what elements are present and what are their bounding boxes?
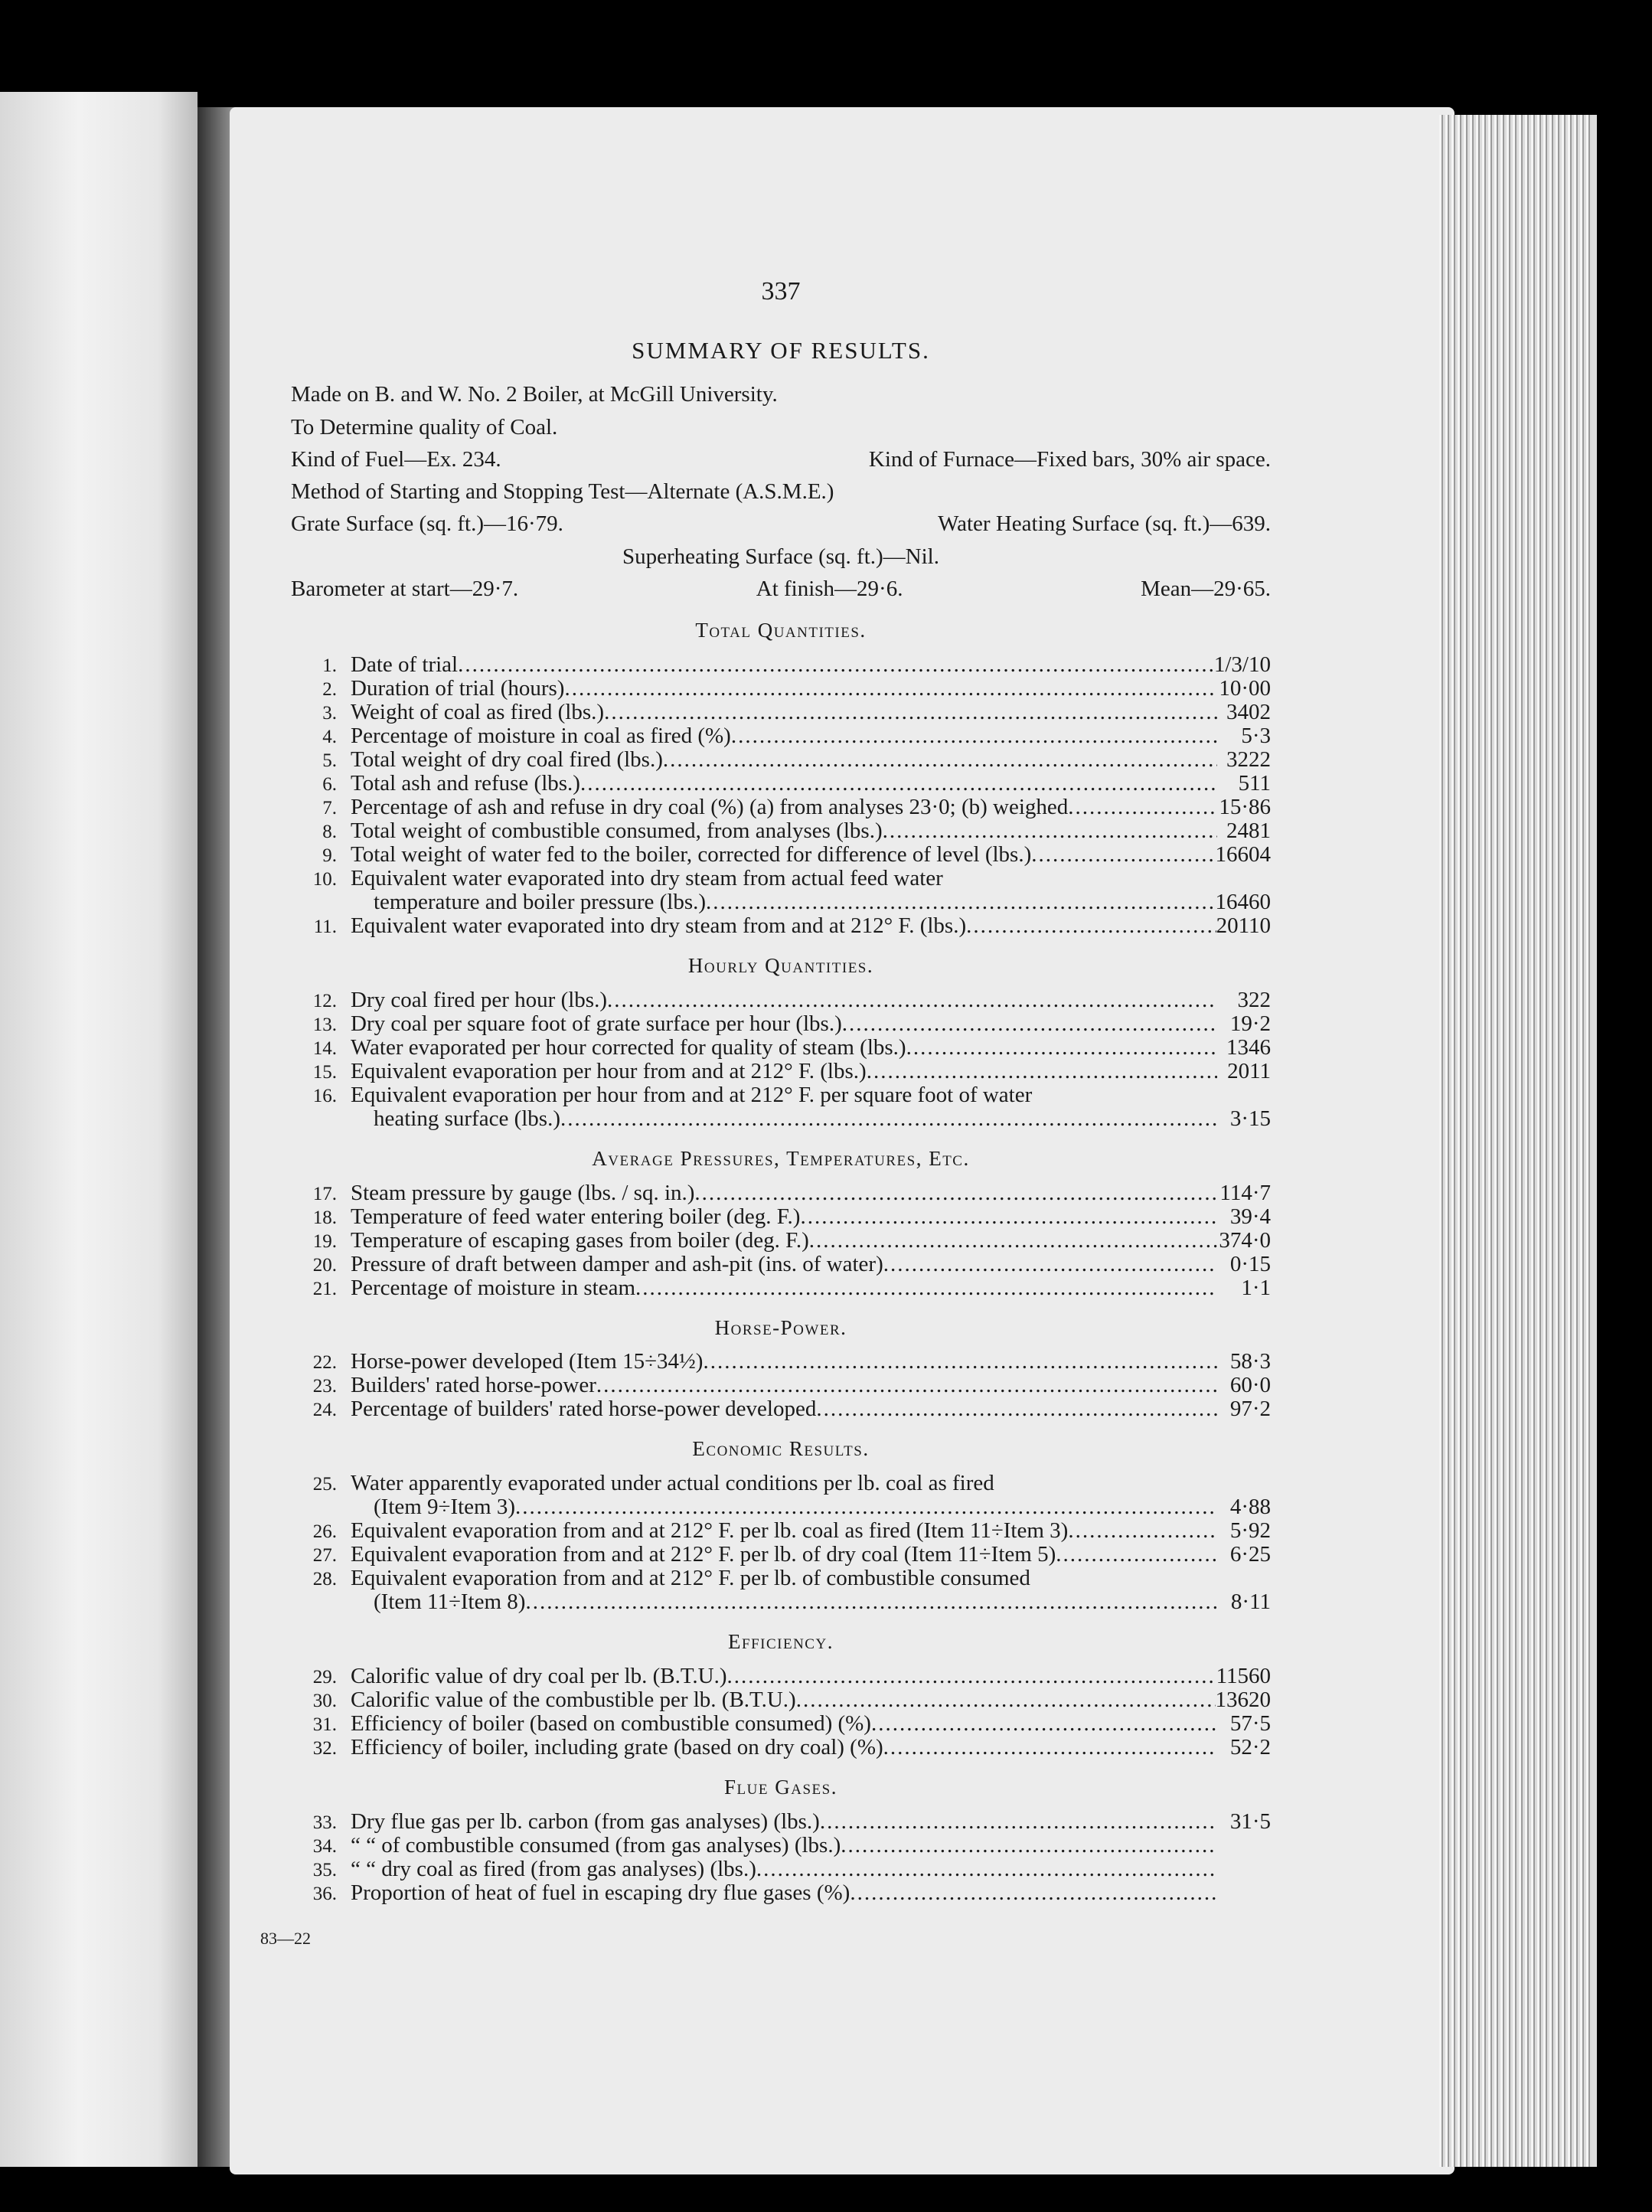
item-label: Percentage of ash and refuse in dry coal (%) (a) from analyses 23·0; (b) weighed: [351, 794, 1069, 819]
leader-dots: [694, 1181, 1217, 1205]
item-value: 4·88: [1229, 1495, 1271, 1520]
item-label: Equivalent evaporation per hour from and at 212° F. per square foot of water: [351, 1082, 1033, 1107]
page-content: [260, 276, 1271, 1949]
leader-dots: [706, 890, 1215, 914]
result-row: [291, 724, 1271, 748]
left-page: [0, 92, 198, 2167]
result-row: [291, 1567, 1271, 1590]
item-value: 16460: [1215, 889, 1271, 914]
item-value: 16604: [1215, 841, 1271, 867]
item-number: 12.: [312, 990, 337, 1011]
item-number: 9.: [322, 845, 337, 866]
result-row: [291, 1857, 1271, 1881]
item-value: 3402: [1226, 699, 1271, 724]
leader-dots: [1031, 843, 1215, 867]
leader-dots: [703, 1350, 1217, 1374]
result-row: [291, 867, 1271, 890]
item-number: 11.: [313, 916, 337, 937]
item-label: Percentage of moisture in coal as fired (%): [351, 723, 731, 748]
result-row-continuation: [291, 1590, 1271, 1614]
item-number: 35.: [312, 1859, 337, 1880]
item-number: 24.: [312, 1400, 337, 1421]
leader-dots: [867, 1060, 1217, 1083]
item-label: Total ash and refuse (lbs.): [351, 770, 580, 796]
result-row: [291, 1472, 1271, 1495]
leader-dots: [580, 772, 1217, 796]
item-label: Percentage of moisture in steam: [351, 1275, 636, 1300]
leader-dots: [883, 819, 1217, 843]
item-value: 19·2: [1229, 1011, 1271, 1036]
item-number: 19.: [312, 1230, 337, 1252]
result-row: [291, 843, 1271, 867]
item-value: 511: [1238, 770, 1271, 796]
item-label: Efficiency of boiler (based on combustible consumed) (%): [351, 1711, 871, 1737]
water-heating-text: Water Heating Surface (sq. ft.)—639.: [938, 511, 1271, 537]
item-number: 7.: [322, 797, 337, 818]
result-row: [291, 1036, 1271, 1060]
item-value: 114·7: [1219, 1180, 1271, 1205]
item-label: Equivalent evaporation from and at 212° F. per lb. of combustible consumed: [351, 1566, 1030, 1591]
item-label: Total weight of water fed to the boiler, corrected for difference of level (lbs.): [351, 841, 1032, 867]
item-number: 28.: [312, 1569, 337, 1590]
section-flue: [291, 1775, 1271, 1905]
leader-dots: [796, 1688, 1216, 1712]
leader-dots: [458, 653, 1214, 677]
leader-dots: [800, 1205, 1217, 1229]
item-label: Horse-power developed (Item 15÷34½): [351, 1349, 704, 1374]
barometer-line: [291, 575, 1271, 603]
result-row-continuation: [291, 1495, 1271, 1519]
item-number: 15.: [312, 1061, 337, 1083]
item-value: 10·00: [1219, 675, 1271, 701]
item-value: 97·2: [1229, 1397, 1271, 1422]
item-value: 5·3: [1241, 723, 1271, 748]
item-number: 4.: [322, 726, 337, 747]
leader-dots: [906, 1036, 1217, 1060]
leader-dots: [731, 724, 1217, 748]
leader-dots: [820, 1810, 1217, 1834]
leader-dots: [564, 677, 1217, 701]
section-heading: Efficiency.: [728, 1630, 834, 1654]
leader-dots: [515, 1495, 1217, 1519]
item-value: 1·1: [1241, 1275, 1271, 1300]
item-number: 30.: [312, 1691, 337, 1712]
result-row: [291, 1181, 1271, 1205]
result-row: [291, 1276, 1271, 1300]
leader-dots: [525, 1590, 1217, 1614]
section-economic: [291, 1436, 1271, 1614]
item-value: 3222: [1226, 747, 1271, 772]
item-value: 8·11: [1230, 1590, 1271, 1615]
section-pressures: [291, 1146, 1271, 1300]
result-row: [291, 914, 1271, 938]
leader-dots: [560, 1107, 1217, 1131]
method-line: Method of Starting and Stopping Test—Alternate (A.S.M.E.): [291, 479, 834, 504]
item-number: 36.: [312, 1883, 337, 1904]
page-number: 337: [761, 277, 801, 305]
surface-line: [291, 510, 1271, 537]
leader-dots: [1056, 1543, 1217, 1567]
result-row: [291, 653, 1271, 677]
item-number: 33.: [312, 1812, 337, 1833]
section-horsepower: [291, 1315, 1271, 1422]
leader-dots: [727, 1665, 1216, 1688]
item-number: 14.: [312, 1037, 337, 1059]
section-heading: Hourly Quantities.: [687, 953, 874, 977]
item-number: 5.: [322, 750, 337, 771]
item-label: Builders' rated horse-power: [351, 1373, 596, 1398]
item-value: 0·15: [1229, 1251, 1271, 1276]
item-value: 374·0: [1219, 1227, 1271, 1253]
section-hourly: [291, 953, 1271, 1131]
result-row: [291, 1736, 1271, 1759]
fuel-text: Kind of Fuel—Ex. 234.: [291, 446, 501, 472]
item-value: 39·4: [1229, 1204, 1271, 1229]
leader-dots: [596, 1374, 1217, 1397]
item-label: Percentage of builders' rated horse-power developed: [351, 1397, 817, 1422]
result-row: [291, 819, 1271, 843]
item-number: 16.: [312, 1085, 337, 1106]
item-number: 25.: [312, 1474, 337, 1495]
result-row: [291, 1229, 1271, 1253]
section-heading: Average Pressures, Temperatures, Etc.: [592, 1146, 970, 1170]
footer-code: 83—22: [260, 1928, 311, 1948]
superheating-line: Superheating Surface (sq. ft.)—Nil.: [622, 544, 939, 569]
item-value: 1/3/10: [1213, 652, 1271, 677]
leader-dots: [1068, 1519, 1217, 1543]
item-value: 60·0: [1229, 1373, 1271, 1398]
item-number: 32.: [312, 1738, 337, 1759]
item-value: 11560: [1216, 1664, 1271, 1688]
purpose-line: To Determine quality of Coal.: [291, 414, 558, 439]
section-efficiency: [291, 1629, 1271, 1759]
item-number: 10.: [312, 868, 337, 890]
item-label: Dry coal per square foot of grate surface per hour (lbs.): [351, 1011, 842, 1036]
result-row: [291, 796, 1271, 819]
leader-dots: [842, 1012, 1217, 1036]
section-heading: Flue Gases.: [724, 1776, 837, 1799]
result-row: [291, 1083, 1271, 1107]
leader-dots: [816, 1397, 1217, 1421]
item-value: 1346: [1226, 1034, 1271, 1060]
item-number: 34.: [312, 1835, 337, 1857]
item-number: 3.: [322, 702, 337, 724]
baro-start-text: Barometer at start—29·7.: [291, 576, 519, 601]
leader-dots: [663, 748, 1217, 772]
baro-finish-text: At finish—29·6.: [756, 576, 903, 601]
header-block: [291, 381, 1271, 603]
item-number: 31.: [312, 1714, 337, 1736]
item-label-continued: (Item 11÷Item 8): [374, 1590, 526, 1615]
item-number: 13.: [312, 1014, 337, 1035]
item-value: 52·2: [1229, 1735, 1271, 1760]
item-label: Equivalent evaporation per hour from and at 212° F. (lbs.): [351, 1058, 867, 1083]
furnace-text: Kind of Furnace—Fixed bars, 30% air space.: [868, 446, 1271, 472]
result-row: [291, 1712, 1271, 1736]
section-total: [291, 618, 1271, 938]
result-row: [291, 1253, 1271, 1276]
item-label: Dry flue gas per lb. carbon (from gas analyses) (lbs.): [351, 1808, 820, 1834]
item-number: 8.: [322, 821, 337, 842]
leader-dots: [607, 988, 1217, 1012]
item-number: 23.: [312, 1376, 337, 1397]
made-on-line: Made on B. and W. No. 2 Boiler, at McGill University.: [291, 382, 778, 407]
item-label-continued: (Item 9÷Item 3): [374, 1495, 516, 1520]
result-row: [291, 1543, 1271, 1567]
item-number: 22.: [312, 1352, 337, 1374]
section-heading: Horse-Power.: [714, 1315, 847, 1339]
item-value: 13620: [1215, 1688, 1271, 1713]
leader-dots: [871, 1712, 1217, 1736]
item-value: 3·15: [1229, 1106, 1271, 1131]
item-number: 21.: [312, 1278, 337, 1299]
item-value: 57·5: [1229, 1711, 1271, 1737]
page-title: SUMMARY OF RESULTS.: [632, 336, 930, 364]
item-number: 18.: [312, 1207, 337, 1228]
item-label: Equivalent water evaporated into dry steam from and at 212° F. (lbs.): [351, 913, 967, 938]
fuel-furnace-line: [291, 446, 1271, 473]
result-row: [291, 1205, 1271, 1229]
leader-dots: [1068, 796, 1217, 819]
item-value: 2011: [1227, 1058, 1271, 1083]
section-heading: Total Quantities.: [695, 619, 867, 642]
item-value: 6·25: [1229, 1542, 1271, 1567]
item-label: Equivalent evaporation from and at 212° F. per lb. coal as fired (Item 11÷Item 3): [351, 1518, 1069, 1544]
item-label: Dry coal fired per hour (lbs.): [351, 987, 607, 1012]
leader-dots: [850, 1881, 1217, 1905]
item-label: “ “ dry coal as fired (from gas analyses) (lbs.): [351, 1856, 756, 1881]
result-row: [291, 1519, 1271, 1543]
item-number: 1.: [322, 655, 337, 676]
item-label: Date of trial: [351, 652, 459, 677]
item-label: Total weight of dry coal fired (lbs.): [351, 747, 663, 772]
result-row-continuation: [291, 890, 1271, 914]
item-label: “ “ of combustible consumed (from gas analyses) (lbs.): [351, 1832, 841, 1857]
item-label: Steam pressure by gauge (lbs. / sq. in.): [351, 1180, 695, 1205]
item-value: 58·3: [1229, 1349, 1271, 1374]
item-number: 27.: [312, 1545, 337, 1567]
item-number: 26.: [312, 1521, 337, 1543]
item-value: 2481: [1226, 818, 1271, 843]
item-label-continued: temperature and boiler pressure (lbs.): [374, 889, 707, 914]
item-label: Weight of coal as fired (lbs.): [351, 699, 605, 724]
result-row: [291, 748, 1271, 772]
item-label: Temperature of feed water entering boiler (deg. F.): [351, 1204, 801, 1229]
item-label: Water apparently evaporated under actual conditions per lb. coal as fired: [351, 1471, 994, 1496]
item-number: 29.: [312, 1667, 337, 1688]
item-label-continued: heating surface (lbs.): [374, 1106, 560, 1131]
item-label: Proportion of heat of fuel in escaping dry flue gases (%): [351, 1880, 850, 1905]
item-label: Temperature of escaping gases from boiler (deg. F.): [351, 1227, 809, 1253]
result-row: [291, 1397, 1271, 1421]
leader-dots: [635, 1276, 1217, 1300]
result-row: [291, 1834, 1271, 1857]
item-number: 2.: [322, 678, 337, 700]
result-row: [291, 677, 1271, 701]
item-value: 31·5: [1229, 1808, 1271, 1834]
leader-dots: [756, 1857, 1217, 1881]
item-label: Equivalent water evaporated into dry steam from actual feed water: [351, 865, 943, 890]
result-row: [291, 1881, 1271, 1905]
baro-mean-text: Mean—29·65.: [1141, 576, 1271, 601]
section-heading: Economic Results.: [692, 1437, 870, 1461]
item-number: 6.: [322, 773, 337, 795]
item-number: 20.: [312, 1254, 337, 1276]
leader-dots: [841, 1834, 1217, 1857]
item-value: 20110: [1216, 913, 1271, 938]
leader-dots: [883, 1736, 1217, 1759]
result-row: [291, 1374, 1271, 1397]
page-edges: [1439, 115, 1597, 2167]
leader-dots: [883, 1253, 1217, 1276]
result-row: [291, 1350, 1271, 1374]
item-label: Water evaporated per hour corrected for quality of steam (lbs.): [351, 1034, 906, 1060]
result-row: [291, 1810, 1271, 1834]
result-row-continuation: [291, 1107, 1271, 1131]
result-row: [291, 1688, 1271, 1712]
item-label: Calorific value of the combustible per lb. (B.T.U.): [351, 1688, 796, 1713]
grate-text: Grate Surface (sq. ft.)—16·79.: [291, 511, 563, 537]
result-row: [291, 701, 1271, 724]
item-label: Pressure of draft between damper and ash-pit (ins. of water): [351, 1251, 883, 1276]
item-value: 5·92: [1229, 1518, 1271, 1544]
leader-dots: [809, 1229, 1217, 1253]
result-row: [291, 1012, 1271, 1036]
item-number: 17.: [312, 1183, 337, 1204]
leader-dots: [966, 914, 1216, 938]
item-value: 322: [1237, 987, 1271, 1012]
result-row: [291, 1060, 1271, 1083]
item-label: Efficiency of boiler, including grate (based on dry coal) (%): [351, 1735, 883, 1760]
result-row: [291, 772, 1271, 796]
item-value: 15·86: [1219, 794, 1271, 819]
result-row: [291, 1665, 1271, 1688]
result-row: [291, 988, 1271, 1012]
leader-dots: [604, 701, 1217, 724]
item-label: Calorific value of dry coal per lb. (B.T.U.): [351, 1664, 727, 1688]
item-label: Duration of trial (hours): [351, 675, 565, 701]
item-label: Equivalent evaporation from and at 212° F. per lb. of dry coal (Item 11÷Item 5): [351, 1542, 1056, 1567]
item-label: Total weight of combustible consumed, from analyses (lbs.): [351, 818, 883, 843]
